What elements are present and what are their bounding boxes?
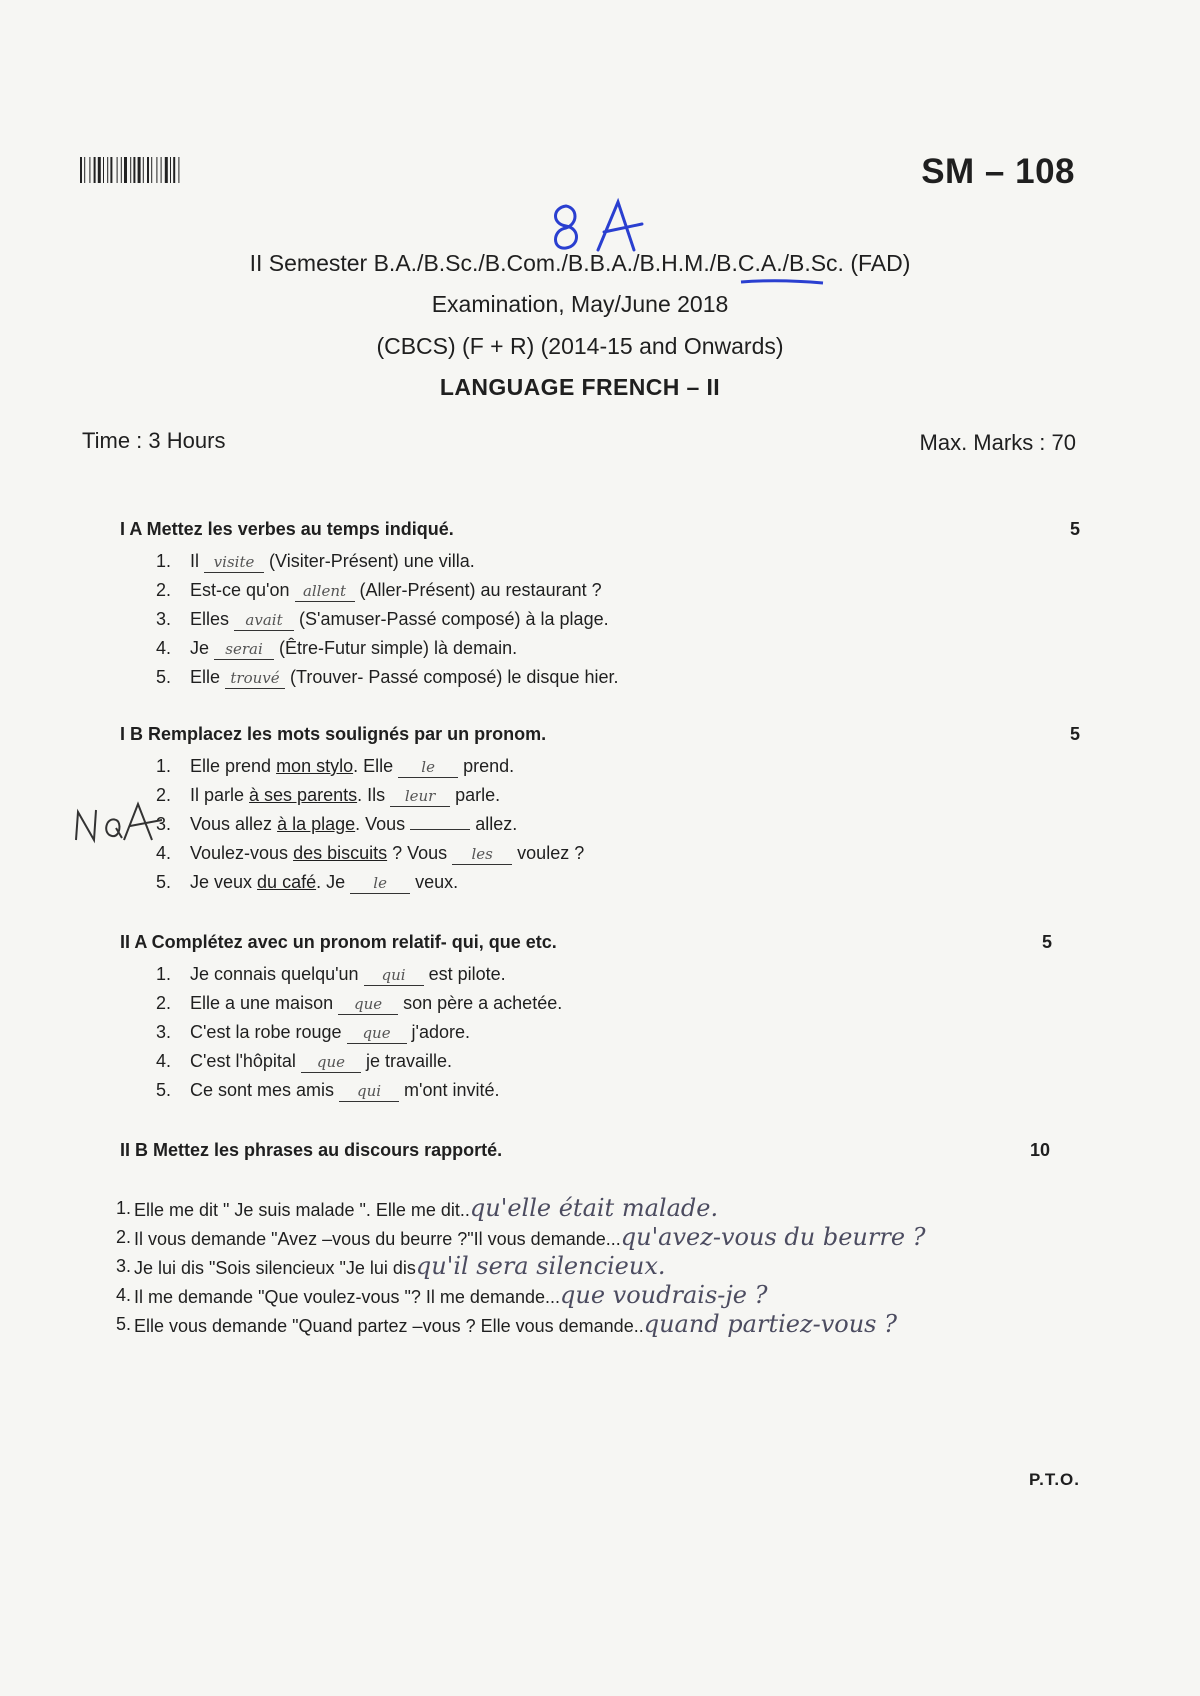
item-number: 4.	[156, 843, 172, 863]
answer-blank: qui	[339, 1081, 399, 1102]
barcode-bar	[110, 157, 112, 183]
item-number: 2.	[156, 993, 172, 1013]
item-text	[134, 1281, 768, 1312]
section-1a	[120, 519, 1080, 692]
item-middle: . Vous	[355, 814, 411, 834]
list-item	[120, 1047, 1080, 1076]
barcode-bar	[130, 157, 131, 183]
answer-blank: allent	[295, 581, 355, 602]
item-prefix: Ce sont mes amis	[190, 1080, 340, 1100]
item-suffix: j'adore.	[406, 1022, 471, 1042]
item-number: 4.	[156, 638, 172, 658]
item-text	[190, 605, 609, 634]
item-text	[190, 752, 514, 781]
item-text	[190, 1047, 452, 1076]
answer-blank: que	[301, 1052, 361, 1073]
section-marks: 5	[1069, 519, 1080, 539]
item-text	[190, 989, 562, 1018]
item-suffix: prend.	[458, 756, 515, 776]
barcode-bar	[103, 157, 104, 183]
list-item	[116, 1281, 1080, 1310]
item-suffix: veux.	[410, 872, 459, 892]
item-number: 5.	[156, 872, 172, 892]
item-suffix: est pilote.	[423, 964, 506, 984]
item-number: 2.	[116, 1227, 132, 1247]
time-allowed: Time : 3 Hours	[82, 428, 226, 453]
item-text	[190, 1076, 500, 1105]
item-text	[190, 868, 458, 897]
item-prefix: Je connais quelqu'un	[190, 964, 364, 984]
item-text	[134, 1194, 718, 1225]
underlined-words: du café	[257, 872, 317, 892]
ink-underline	[739, 277, 825, 287]
item-prefix: Je veux	[190, 872, 258, 892]
item-prefix: Voulez-vous	[190, 843, 294, 863]
handwritten-answer: qu'avez-vous du beurre ?	[620, 1223, 926, 1251]
item-text	[190, 1018, 470, 1047]
answer-blank: avait	[234, 610, 294, 631]
answer-blank: trouvé	[225, 668, 285, 689]
item-middle: . Elle	[353, 756, 399, 776]
answer-blank: qui	[364, 965, 424, 986]
item-number: 3.	[156, 814, 172, 834]
item-text	[190, 663, 619, 692]
underlined-words: mon stylo	[276, 756, 354, 776]
barcode-bar	[178, 157, 179, 183]
barcode-bar	[98, 157, 101, 183]
item-text	[190, 634, 517, 663]
list-item	[120, 752, 1080, 781]
item-middle: . Ils	[357, 785, 391, 805]
item-suffix: (Être-Futur simple) là demain.	[274, 638, 518, 658]
section-2b	[116, 1140, 1080, 1339]
list-item	[120, 1018, 1080, 1047]
answer-blank: le	[398, 757, 458, 778]
underlined-words: à ses parents	[249, 785, 358, 805]
item-prefix: Elle	[190, 667, 226, 687]
list-item	[120, 576, 1080, 605]
item-text	[190, 547, 475, 576]
item-suffix: allez.	[470, 814, 518, 834]
item-prefix: Il parle	[190, 785, 250, 805]
item-number: 4.	[116, 1285, 132, 1305]
handwritten-answer: que voudrais-je ?	[560, 1281, 768, 1309]
max-marks: Max. Marks : 70	[919, 430, 1076, 455]
item-middle: . Je	[316, 872, 351, 892]
item-suffix: je travaille.	[360, 1051, 452, 1071]
item-prefix: C'est l'hôpital	[190, 1051, 301, 1071]
section-title: I B Remplacez les mots soulignés par un pronom. 5	[120, 724, 1080, 744]
margin-note-nq	[72, 800, 167, 846]
item-number: 1.	[156, 551, 172, 571]
list-item	[120, 810, 1080, 839]
item-text	[134, 1223, 926, 1254]
barcode-bar	[151, 157, 152, 183]
barcode-bar	[94, 157, 96, 183]
barcode-bar	[143, 157, 144, 183]
barcode-bar	[161, 157, 162, 183]
list-item	[120, 1076, 1080, 1105]
item-prefix: Je	[190, 638, 215, 658]
item-suffix: (S'amuser-Passé composé) à la plage.	[294, 609, 609, 629]
list-item	[120, 547, 1080, 576]
underlined-words: des biscuits	[293, 843, 388, 863]
list-item	[116, 1223, 1080, 1252]
list-item	[120, 839, 1080, 868]
underlined-words: à la plage	[277, 814, 356, 834]
item-question: Elle vous demande "Quand partez –vous ? Elle vous demande..	[134, 1316, 644, 1336]
item-suffix: son père a achetée.	[398, 993, 563, 1013]
barcode-bar	[156, 157, 157, 183]
item-number: 5.	[156, 1080, 172, 1100]
item-number: 1.	[116, 1198, 132, 1218]
handwritten-answer: qu'il sera silencieux.	[415, 1252, 666, 1280]
item-question: Je lui dis "Sois silencieux "Je lui dis	[134, 1258, 416, 1278]
barcode-bar	[165, 157, 168, 183]
item-prefix: Il	[190, 551, 205, 571]
barcode-bar	[170, 157, 171, 183]
section-title: II B Mettez les phrases au discours rapporté. 10	[120, 1140, 1050, 1160]
item-text	[134, 1252, 666, 1283]
item-text	[190, 839, 584, 868]
barcode-bar	[89, 157, 90, 183]
item-number: 3.	[116, 1256, 132, 1276]
please-turn-over: P.T.O.	[1028, 1470, 1080, 1489]
barcode-bar	[124, 157, 127, 183]
list-item	[120, 781, 1080, 810]
barcode-bar	[107, 157, 108, 183]
section-1b	[120, 724, 1080, 897]
answer-blank: visite	[204, 552, 264, 573]
section-marks: 5	[1041, 932, 1052, 952]
section-marks: 10	[1029, 1140, 1050, 1160]
paper-code: SM – 108	[921, 152, 1075, 191]
section-2a	[120, 932, 1080, 1105]
list-item	[120, 663, 1080, 692]
item-number: 3.	[156, 609, 172, 629]
item-suffix: (Visiter-Présent) une villa.	[264, 551, 475, 571]
barcode-bar	[133, 157, 135, 183]
item-text	[190, 810, 517, 839]
answer-blank: que	[338, 994, 398, 1015]
item-number: 1.	[156, 756, 172, 776]
barcode-bar	[121, 157, 122, 183]
answer-blank: que	[347, 1023, 407, 1044]
list-item	[120, 634, 1080, 663]
barcode-bar	[147, 157, 149, 183]
list-item	[116, 1252, 1080, 1281]
barcode-bar	[138, 157, 141, 183]
item-middle: ? Vous	[387, 843, 453, 863]
list-item	[120, 605, 1080, 634]
list-item	[120, 960, 1080, 989]
section-title: I A Mettez les verbes au temps indiqué. 5	[120, 519, 1080, 539]
item-suffix: parle.	[450, 785, 501, 805]
barcode-bar	[80, 157, 82, 183]
item-number: 1.	[156, 964, 172, 984]
item-number: 2.	[156, 785, 172, 805]
item-number: 5.	[156, 667, 172, 687]
barcode	[80, 157, 240, 183]
item-question: Elle me dit " Je suis malade ". Elle me dit..	[134, 1200, 470, 1220]
barcode-bar	[84, 157, 85, 183]
item-suffix: voulez ?	[512, 843, 585, 863]
scheme-line: (CBCS) (F + R) (2014-15 and Onwards)	[376, 333, 784, 359]
subject-title: LANGUAGE FRENCH – II	[439, 374, 721, 400]
item-text	[190, 781, 500, 810]
item-text	[190, 576, 602, 605]
item-prefix: C'est la robe rouge	[190, 1022, 347, 1042]
item-question: Il vous demande "Avez –vous du beurre ?"Il vous demande...	[134, 1229, 621, 1249]
item-text	[134, 1310, 897, 1341]
section-marks: 5	[1069, 724, 1080, 744]
barcode-bar	[117, 157, 118, 183]
item-prefix: Vous allez	[190, 814, 278, 834]
list-item	[116, 1310, 1080, 1339]
item-suffix: (Aller-Présent) au restaurant ?	[354, 580, 602, 600]
item-prefix: Elle prend	[190, 756, 277, 776]
item-number: 2.	[156, 580, 172, 600]
item-number: 5.	[116, 1314, 132, 1334]
list-item	[120, 989, 1080, 1018]
answer-blank: les	[452, 844, 512, 865]
item-suffix: m'ont invité.	[399, 1080, 500, 1100]
handwritten-answer: quand partiez-vous ?	[643, 1310, 897, 1338]
handwritten-answer: qu'elle était malade.	[469, 1194, 719, 1222]
barcode-bar	[173, 157, 175, 183]
item-prefix: Elles	[190, 609, 235, 629]
section-title: II A Complétez avec un pronom relatif- qui, que etc. 5	[120, 932, 1052, 952]
item-prefix: Est-ce qu'on	[190, 580, 295, 600]
item-question: Il me demande "Que voulez-vous "? Il me demande...	[134, 1287, 560, 1307]
answer-blank: le	[350, 873, 410, 894]
item-prefix: Elle a une maison	[190, 993, 339, 1013]
exam-session: Examination, May/June 2018	[431, 291, 729, 317]
answer-blank: leur	[390, 786, 450, 807]
answer-blank	[410, 829, 470, 830]
answer-blank: serai	[214, 639, 274, 660]
item-number: 4.	[156, 1051, 172, 1071]
list-item	[120, 868, 1080, 897]
list-item	[116, 1194, 1080, 1223]
item-number: 3.	[156, 1022, 172, 1042]
item-suffix: (Trouver- Passé composé) le disque hier.	[285, 667, 619, 687]
course-line: II Semester B.A./B.Sc./B.Com./B.B.A./B.H.M./B.C.A./B.Sc. (FAD)	[249, 250, 911, 276]
item-text	[190, 960, 506, 989]
